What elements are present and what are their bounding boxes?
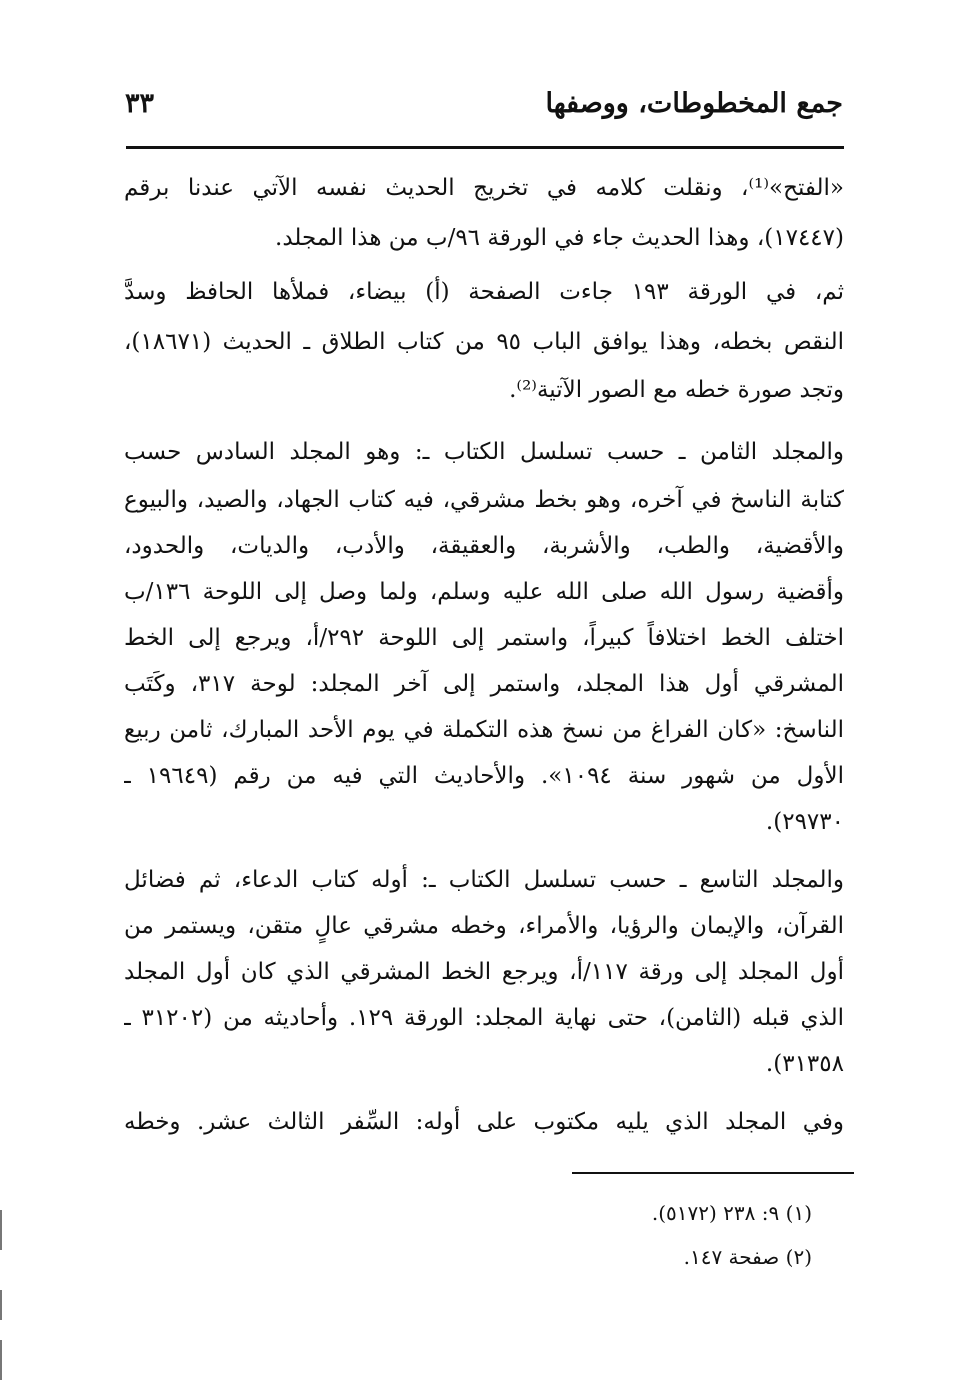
page-number: ٣٣	[125, 88, 155, 119]
footnote: (٢) صفحة ١٤٧.	[683, 1245, 812, 1269]
text-line: والمجلد التاسع ـ حسب تسلسل الكتاب ـ: أوله كتاب الدعاء، ثم فضائل	[124, 867, 844, 893]
text-line: وأقضية رسول الله صلى الله عليه وسلم، ولما وصل إلى اللوحة ١٣٦/ب	[124, 579, 844, 605]
text-line: القرآن، والإيمان والرؤيا، والأمراء، وخطه مشرقي عالٍ متقن، ويستمر من	[124, 913, 844, 939]
footnote-rule	[572, 1172, 854, 1174]
text-line: والأقضية، والطب، والأشربة، والعقيقة، والأدب، والديات، والحدود،	[124, 533, 844, 559]
text-line: (١٧٤٤٧)، وهذا الحديث جاء في الورقة ٩٦/ب من هذا المجلد.	[275, 225, 844, 251]
scan-edge-mark	[0, 1340, 2, 1380]
text-line: الأول من شهور سنة ١٠٩٤». والأحاديث التي فيه من رقم (١٩٦٤٩ ـ	[124, 763, 844, 789]
header-rule	[126, 146, 844, 149]
text-line: كتابة الناسخ في آخره، وهو بخط مشرقي، فيه كتاب الجهاد، والصيد، والبيوع	[124, 487, 844, 513]
scan-edge-mark	[0, 1290, 2, 1320]
text-line: الناسخ: «كان الفراغ من نسخ هذه التكملة في يوم الأحد المبارك، ثامن ربيع	[124, 717, 844, 743]
text-line: وتجد صورة خطه مع الصور الآتية⁽²⁾.	[509, 377, 844, 403]
text-line: والمجلد الثامن ـ حسب تسلسل الكتاب ـ: وهو المجلد السادس حسب	[124, 439, 844, 465]
text-line: وفي المجلد الذي يليه مكتوب على أوله: السِّفر الثالث عشر. وخطه	[124, 1109, 844, 1135]
running-header	[125, 88, 843, 132]
text-line: اختلف الخط اختلافاً كبيراً، واستمر إلى اللوحة ٢٩٢/أ، ويرجع إلى الخط	[124, 625, 844, 651]
text-line: «الفتح»⁽¹⁾، ونقلت كلامه في تخريج الحديث نفسه الآتي عندنا برقم	[124, 175, 844, 201]
text-line: ٣١٣٥٨).	[765, 1051, 844, 1077]
text-line: ثم، في الورقة ١٩٣ جاءت الصفحة (أ) بيضاء، فملأها الحافظ وسدَّ	[124, 279, 844, 305]
header-title: جمع المخطوطات، ووصفها	[545, 88, 843, 119]
text-line: المشرقي أول هذا المجلد، واستمر إلى آخر المجلد: لوحة ٣١٧، وكَتَب	[124, 671, 844, 697]
footnote: (١) ٩: ٢٣٨ (٥١٧٢).	[651, 1201, 812, 1225]
text-line: النقص بخطه، وهذا يوافق الباب ٩٥ من كتاب الطلاق ـ الحديث (١٨٦٧١)،	[124, 329, 844, 355]
scan-edge-mark	[0, 1210, 2, 1250]
text-line: الذي قبله (الثامن)، حتى نهاية المجلد: الورقة ١٢٩. وأحاديثه من (٣١٢٠٢ ـ	[124, 1005, 844, 1031]
text-line: أول المجلد إلى ورقة ١١٧/أ، ويرجع الخط المشرقي الذي كان أول المجلد	[124, 959, 844, 985]
text-line: ٢٩٧٣٠).	[765, 809, 844, 835]
